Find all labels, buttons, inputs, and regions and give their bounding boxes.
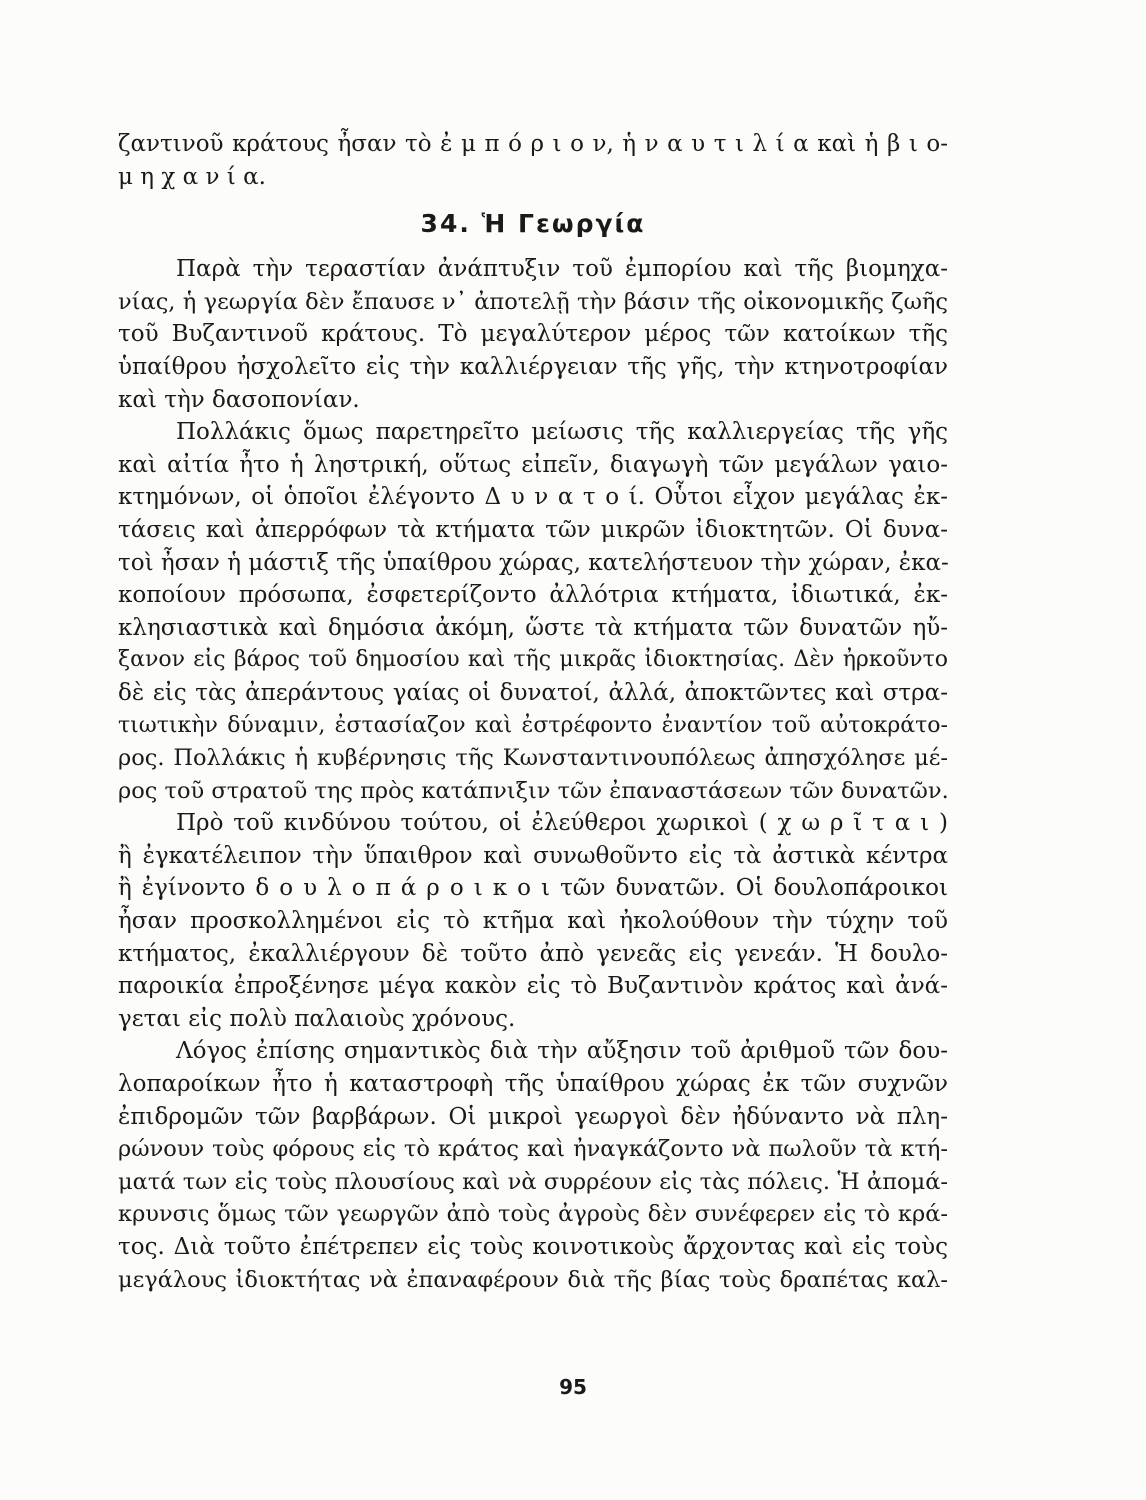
text-line: νίας, ἡ γεωργία δὲν ἔπαυσε ν᾽ ἀποτελῇ τὴν βάσιν τῆς οἰκονομικῆς ζωῆς (118, 288, 948, 315)
text-line: τος. Διὰ τοῦτο ἐπέτρεπεν εἰς τοὺς κοινοτικοὺς ἄρχοντας καὶ εἰς τοὺς (118, 1234, 948, 1260)
text-line: ρώνουν τοὺς φόρους εἰς τὸ κράτος καὶ ἠναγκάζοντο νὰ πωλοῦν τὰ κτή- (118, 1136, 948, 1163)
text-line: κρυνσις ὅμως τῶν γεωργῶν ἀπὸ τοὺς ἀγροὺς δὲν συνέφερεν εἰς τὸ κρά- (118, 1201, 948, 1228)
text-line: καὶ τὴν δασοπονίαν. (118, 386, 360, 413)
text-line: ματά των εἰς τοὺς πλουσίους καὶ νὰ συρρέουν εἰς τὰς πόλεις. Ἡ ἀπομά- (118, 1168, 948, 1195)
text-line: κοποίουν πρόσωπα, ἐσφετερίζοντο ἀλλότρια κτήματα, ἰδιωτικά, ἐκ- (118, 582, 948, 609)
text-line: τάσεις καὶ ἀπερρόφων τὰ κτήματα τῶν μικρῶν ἰδιοκτητῶν. Οἱ δυνα- (118, 516, 948, 543)
text-line: κλησιαστικὰ καὶ δημόσια ἀκόμη, ὥστε τὰ κτήματα τῶν δυνατῶν ηὔ- (118, 614, 948, 641)
text-line: μ η χ α ν ί α. (118, 163, 266, 190)
text-line: μεγάλους ἰδιοκτήτας νὰ ἐπαναφέρουν διὰ τῆς βίας τοὺς δραπέτας καλ- (118, 1266, 948, 1293)
text-line: γεται εἰς πολὺ παλαιοὺς χρόνους. (118, 1005, 516, 1032)
text-line: ἐπιδρομῶν τῶν βαρβάρων. Οἱ μικροὶ γεωργοὶ δὲν ἠδύναντο νὰ πλη- (118, 1103, 948, 1130)
text-line: ἢ ἐγκατέλειπον τὴν ὕπαιθρον καὶ συνωθοῦντο εἰς τὰ ἀστικὰ κέντρα (118, 842, 948, 869)
text-line: Πρὸ τοῦ κινδύνου τούτου, οἱ ἐλεύθεροι χωρικοὶ ( χ ω ρ ῖ τ α ι ) (176, 810, 948, 837)
text-line: ὑπαίθρου ἠσχολεῖτο εἰς τὴν καλλιέργειαν τῆς γῆς, τὴν κτηνοτροφίαν (118, 353, 948, 380)
text-line: Λόγος ἐπίσης σημαντικὸς διὰ τὴν αὔξησιν τοῦ ἀριθμοῦ τῶν δου- (176, 1038, 948, 1065)
text-line: ζαντινοῦ κράτους ἦσαν τὸ ἐ μ π ό ρ ι ο ν, ἡ ν α υ τ ι λ ί α καὶ ἡ β ι ο- (118, 131, 948, 157)
section-heading: 34. Ἡ Γεωργία (420, 209, 646, 239)
text-line: ἢ ἐγίνοντο δ ο υ λ ο π ά ρ ο ι κ ο ι τῶν δυνατῶν. Οἱ δουλοπάροικοι (118, 875, 948, 902)
text-line: κτημόνων, οἱ ὁποῖοι ἐλέγοντο Δ υ ν α τ ο ί. Οὗτοι εἶχον μεγάλας ἐκ- (118, 484, 948, 511)
text-line: ξανον εἰς βάρος τοῦ δημοσίου καὶ τῆς μικρᾶς ἰδιοκτησίας. Δὲν ἠρκοῦντο (118, 647, 948, 673)
text-line: δὲ εἰς τὰς ἀπεράντους γαίας οἱ δυνατοί, ἀλλά, ἀποκτῶντες καὶ στρα- (118, 679, 948, 706)
text-line: λοπαροίκων ἦτο ἡ καταστροφὴ τῆς ὑπαίθρου χώρας ἐκ τῶν συχνῶν (118, 1071, 948, 1098)
text-line: κτήματος, ἐκαλλιέργουν δὲ τοῦτο ἀπὸ γενεᾶς εἰς γενεάν. Ἡ δουλο- (118, 940, 948, 967)
text-line: τοῦ Βυζαντινοῦ κράτους. Τὸ μεγαλύτερον μέρος τῶν κατοίκων τῆς (118, 321, 948, 348)
text-line: τιωτικὴν δύναμιν, ἐστασίαζον καὶ ἐστρέφοντο ἐναντίον τοῦ αὐτοκράτο- (118, 712, 948, 738)
text-line: Παρὰ τὴν τεραστίαν ἀνάπτυξιν τοῦ ἐμπορίου καὶ τῆς βιομηχα- (176, 256, 948, 283)
text-line: ρος. Πολλάκις ἡ κυβέρνησις τῆς Κωνσταντινουπόλεως ἀπησχόλησε μέ- (118, 745, 948, 772)
text-line: καὶ αἰτία ἦτο ἡ ληστρική, οὕτως εἰπεῖν, διαγωγὴ τῶν μεγάλων γαιο- (118, 451, 948, 478)
text-line: παροικία ἐπροξένησε μέγα κακὸν εἰς τὸ Βυζαντινὸν κράτος καὶ ἀνά- (118, 973, 948, 1000)
text-line: Πολλάκις ὅμως παρετηρεῖτο μείωσις τῆς καλλιεργείας τῆς γῆς (176, 419, 948, 446)
page-text (118, 128, 948, 1296)
text-line: τοὶ ἦσαν ἡ μάστιξ τῆς ὑπαίθρου χώρας, κατελήστευον τὴν χώραν, ἐκα- (118, 549, 949, 576)
text-line: ἦσαν προσκολλημένοι εἰς τὸ κτῆμα καὶ ἠκολούθουν τὴν τύχην τοῦ (118, 908, 948, 935)
page-number: 95 (559, 1375, 587, 1399)
text-line: ρος τοῦ στρατοῦ της πρὸς κατάπνιξιν τῶν ἐπαναστάσεων τῶν δυνατῶν. (118, 777, 949, 804)
